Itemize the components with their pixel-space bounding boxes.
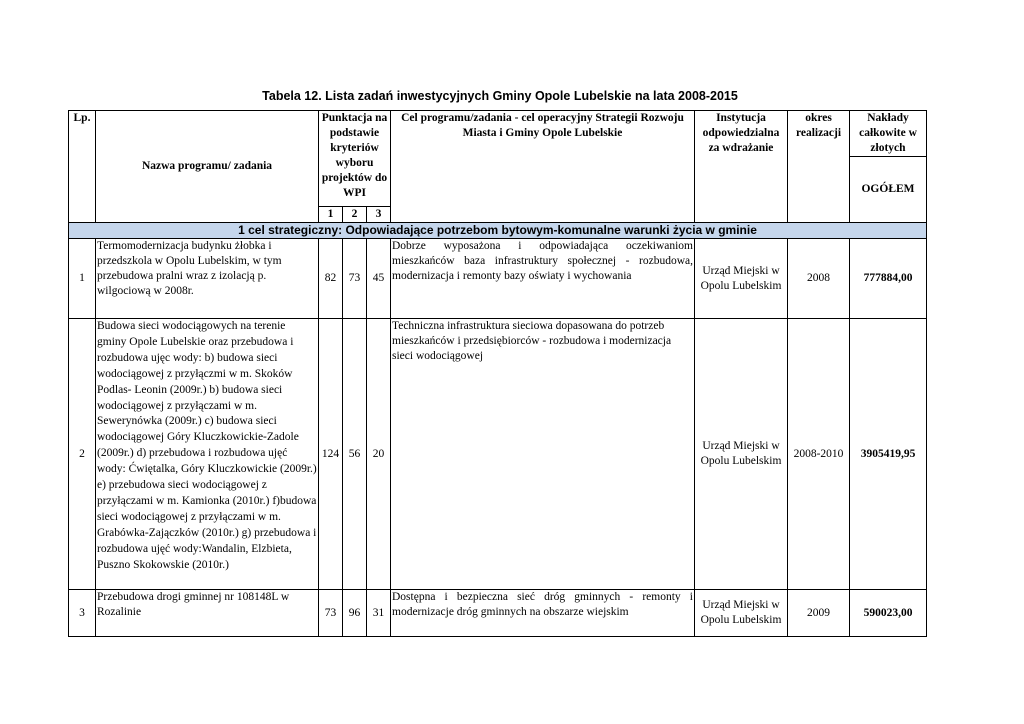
row-name: Termomodernizacja budynku żłobka i przedszkola w Opolu Lubelskim, w tym przebudowa pralni wraz z izolacją p. wilgociową w 2008r. bbox=[96, 239, 319, 319]
row-goal: Dostępna i bezpieczna sieć dróg gminnych - remonty i modernizacje dróg gminnych na obszarze wiejskim bbox=[391, 590, 695, 637]
row-p3: 20 bbox=[367, 319, 391, 590]
row-total: 3905419,95 bbox=[850, 319, 927, 590]
row-p2: 73 bbox=[343, 239, 367, 319]
table-title: Tabela 12. Lista zadań inwestycyjnych Gminy Opole Lubelskie na lata 2008-2015 bbox=[262, 89, 738, 103]
row-name: Budowa sieci wodociągowych na terenie gminy Opole Lubelskie oraz przebudowa i rozbudowa ujęc wody: b) budowa sieci wodociągowej z przyłączmi w m. Skoków Podlas- Leonin (2009r.) b) budowa sieci wodociągowej z przyłączami w m. Sewerynówka (2009r.) c) budowa sieci wodociągowej Góry Kluczkowickie-Zadole (2009r.) d) przebudowa i rozbudowa ujęć wody: Ćwiętalka, Góry Kluczkowickie (2009r.) e) przebudowa sieci wodociągowej z przyłączami w m. Kamionka (2010r.) f)budowa sieci wodociągowej z przyłączami w m. Grabówka-Zajączków (2010r.) g) przebudowa i rozbudowa ujęć wody:Wandalin, Elzbieta, Puszno Skokowskie (2010r.) bbox=[96, 319, 319, 590]
row-lp: 2 bbox=[69, 319, 96, 590]
row-p2: 96 bbox=[343, 590, 367, 637]
header-institution: Instytucja odpowiedzialna za wdrażanie bbox=[695, 111, 788, 223]
row-institution: Urząd Miejski w Opolu Lubelskim bbox=[695, 319, 788, 590]
row-lp: 3 bbox=[69, 590, 96, 637]
row-period: 2008 bbox=[788, 239, 850, 319]
row-goal: Dobrze wyposażona i odpowiadająca oczekiwaniom mieszkańców baza infrastruktury społecznej - rozbudowa, modernizacja i remonty bazy oświaty i wychowania bbox=[391, 239, 695, 319]
table-row bbox=[69, 319, 927, 590]
row-period: 2009 bbox=[788, 590, 850, 637]
row-p3: 31 bbox=[367, 590, 391, 637]
header-total: OGÓŁEM bbox=[850, 157, 927, 223]
header-points: Punktacja na podstawie kryteriów wyboru projektów do WPI bbox=[319, 111, 391, 207]
header-name: Nazwa programu/ zadania bbox=[96, 111, 319, 223]
investment-table bbox=[68, 110, 927, 637]
strategic-goal-row: 1 cel strategiczny: Odpowiadające potrzebom bytowym-komunalne warunki życia w gminie bbox=[69, 223, 927, 239]
header-p2: 2 bbox=[343, 207, 367, 223]
row-institution: Urząd Miejski w Opolu Lubelskim bbox=[695, 590, 788, 637]
header-period: okres realizacji bbox=[788, 111, 850, 223]
row-p2: 56 bbox=[343, 319, 367, 590]
row-period: 2008-2010 bbox=[788, 319, 850, 590]
row-name: Przebudowa drogi gminnej nr 108148L w Rozalinie bbox=[96, 590, 319, 637]
header-p3: 3 bbox=[367, 207, 391, 223]
header-costs: Nakłady całkowite w złotych bbox=[850, 111, 927, 157]
row-goal: Techniczna infrastruktura sieciowa dopasowana do potrzeb mieszkańców i przedsiębiorców - rozbudowa i modernizacja sieci wodociągowej bbox=[391, 319, 695, 590]
row-p1: 82 bbox=[319, 239, 343, 319]
row-p1: 73 bbox=[319, 590, 343, 637]
table-row bbox=[69, 239, 927, 319]
row-p3: 45 bbox=[367, 239, 391, 319]
header-goal: Cel programu/zadania - cel operacyjny Strategii Rozwoju Miasta i Gminy Opole Lubelskie bbox=[391, 111, 695, 223]
table-row bbox=[69, 590, 927, 637]
row-p1: 124 bbox=[319, 319, 343, 590]
row-lp: 1 bbox=[69, 239, 96, 319]
row-total: 777884,00 bbox=[850, 239, 927, 319]
header-lp: Lp. bbox=[69, 111, 96, 223]
row-institution: Urząd Miejski w Opolu Lubelskim bbox=[695, 239, 788, 319]
row-total: 590023,00 bbox=[850, 590, 927, 637]
header-p1: 1 bbox=[319, 207, 343, 223]
